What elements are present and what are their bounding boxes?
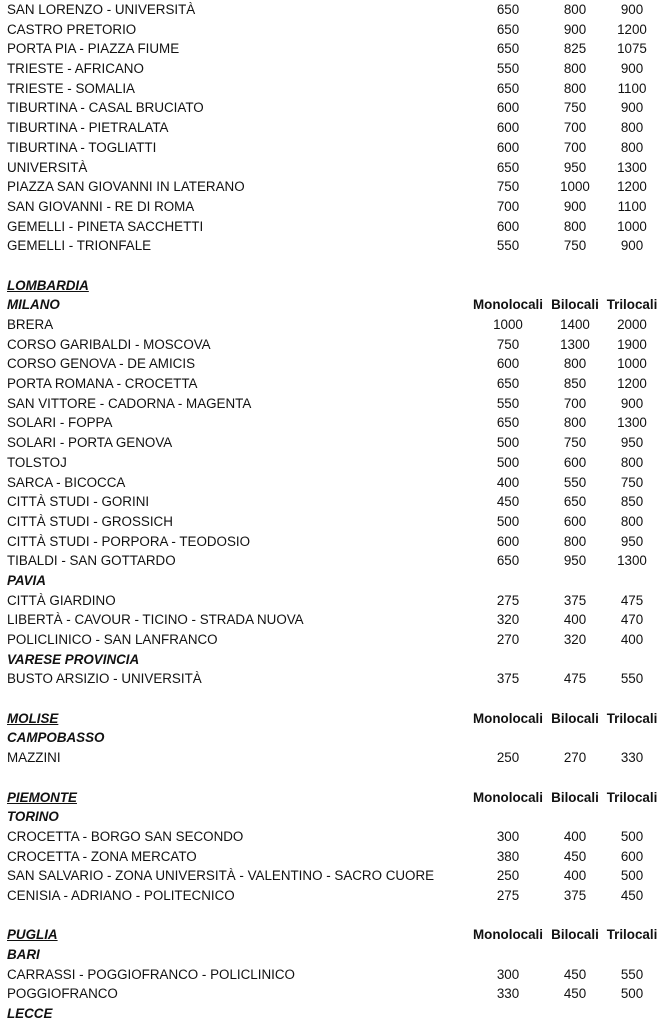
table-row <box>0 866 667 886</box>
price-trilocali: 400 <box>620 632 644 647</box>
zone-name: SAN SALVARIO - ZONA UNIVERSITÀ - VALENTINO - SACRO CUORE <box>7 868 435 884</box>
price-trilocali: 470 <box>620 612 644 628</box>
zone-name: CITTÀ GIARDINO <box>7 592 116 608</box>
zone-name: CITTÀ STUDI - GROSSICH <box>7 513 173 529</box>
zone-name: TIBURTINA - CASAL BRUCIATO <box>7 100 204 116</box>
price-bilocali: 475 <box>563 671 587 687</box>
table-row <box>0 0 667 20</box>
price-trilocali: 850 <box>620 494 644 510</box>
zone-name: TOLSTOJ <box>7 454 67 470</box>
price-trilocali: 2000 <box>617 317 647 332</box>
table-row <box>0 433 667 453</box>
table-row <box>0 886 667 906</box>
table-row <box>0 138 667 158</box>
price-monolocali: 500 <box>496 454 520 470</box>
price-bilocali: 600 <box>563 513 587 529</box>
price-monolocali: 650 <box>496 415 520 431</box>
table-row <box>0 335 667 355</box>
price-monolocali: 650 <box>496 2 520 17</box>
zone-name: PORTA ROMANA - CROCETTA <box>7 376 198 392</box>
price-monolocali: 400 <box>496 474 520 490</box>
zone-name: TIBURTINA - TOGLIATTI <box>7 139 157 155</box>
column-header-monolocali: Monolocali <box>473 710 543 726</box>
price-bilocali: 950 <box>563 159 587 175</box>
price-monolocali: 650 <box>496 376 520 392</box>
price-monolocali: 300 <box>496 828 520 844</box>
zone-name: SOLARI - FOPPA <box>7 415 113 431</box>
zone-name: TIBALDI - SAN GOTTARDO <box>7 553 176 569</box>
price-bilocali: 800 <box>563 61 587 77</box>
city-name: LECCE <box>7 1006 53 1022</box>
table-row <box>0 394 667 414</box>
price-monolocali: 275 <box>496 592 520 608</box>
price-trilocali: 950 <box>620 533 644 549</box>
zone-name: BRERA <box>7 317 54 332</box>
price-monolocali: 450 <box>496 494 520 510</box>
price-trilocali: 500 <box>620 868 644 884</box>
price-monolocali: 500 <box>496 435 520 451</box>
table-row <box>0 20 667 40</box>
region-name: PUGLIA <box>7 927 58 943</box>
price-trilocali: 1300 <box>617 553 647 569</box>
price-monolocali: 600 <box>496 218 520 234</box>
table-row <box>0 492 667 512</box>
price-bilocali: 700 <box>563 139 587 155</box>
column-header-trilocali: Trilocali <box>606 710 658 726</box>
table-row <box>0 39 667 59</box>
price-trilocali: 1000 <box>617 218 647 234</box>
price-bilocali: 1000 <box>560 179 590 195</box>
price-trilocali: 330 <box>620 750 644 766</box>
column-header-monolocali: Monolocali <box>473 297 543 313</box>
column-header-trilocali: Trilocali <box>606 927 658 943</box>
price-bilocali: 800 <box>563 80 587 96</box>
table-row <box>0 79 667 99</box>
section-spacer <box>0 906 667 926</box>
price-monolocali: 1000 <box>493 317 523 332</box>
price-trilocali: 750 <box>620 474 644 490</box>
price-bilocali: 450 <box>563 848 587 864</box>
table-row <box>0 965 667 985</box>
section-spacer <box>0 768 667 788</box>
zone-name: SAN LORENZO - UNIVERSITÀ <box>7 2 196 17</box>
city-heading <box>0 807 667 827</box>
table-row <box>0 158 667 178</box>
price-monolocali: 650 <box>496 159 520 175</box>
table-row <box>0 827 667 847</box>
price-bilocali: 375 <box>563 887 587 903</box>
price-bilocali: 950 <box>563 553 587 569</box>
price-monolocali: 600 <box>496 120 520 136</box>
column-header-trilocali: Trilocali <box>606 789 658 805</box>
region-name: PIEMONTE <box>7 789 77 805</box>
price-bilocali: 750 <box>563 100 587 116</box>
price-bilocali: 800 <box>563 415 587 431</box>
zone-name: CORSO GARIBALDI - MOSCOVA <box>7 336 211 352</box>
price-bilocali: 450 <box>563 986 587 1002</box>
price-monolocali: 270 <box>496 632 520 647</box>
region-heading <box>0 709 667 729</box>
price-trilocali: 1300 <box>617 159 647 175</box>
price-trilocali: 1200 <box>617 376 647 392</box>
price-trilocali: 900 <box>620 395 644 411</box>
price-monolocali: 750 <box>496 336 520 352</box>
column-header-bilocali: Bilocali <box>551 297 599 313</box>
city-heading <box>0 945 667 965</box>
city-name: PAVIA <box>7 572 46 588</box>
zone-name: TRIESTE - AFRICANO <box>7 61 144 77</box>
price-monolocali: 700 <box>496 198 520 214</box>
table-row <box>0 236 667 256</box>
price-monolocali: 320 <box>496 612 520 628</box>
price-monolocali: 250 <box>496 868 520 884</box>
zone-name: CARRASSI - POGGIOFRANCO - POLICLINICO <box>7 966 295 982</box>
price-bilocali: 270 <box>563 750 587 766</box>
region-name: MOLISE <box>7 710 59 726</box>
zone-name: CASTRO PRETORIO <box>7 21 137 37</box>
price-bilocali: 800 <box>563 2 587 17</box>
zone-name: TIBURTINA - PIETRALATA <box>7 120 169 136</box>
zone-name: SOLARI - PORTA GENOVA <box>7 435 173 451</box>
price-bilocali: 900 <box>563 21 587 37</box>
zone-name: GEMELLI - PINETA SACCHETTI <box>7 218 204 234</box>
zone-name: LIBERTÀ - CAVOUR - TICINO - STRADA NUOVA <box>7 612 304 628</box>
table-row <box>0 453 667 473</box>
price-monolocali: 275 <box>496 887 520 903</box>
price-trilocali: 900 <box>620 61 644 77</box>
city-name: VARESE PROVINCIA <box>7 651 140 667</box>
price-trilocali: 900 <box>620 100 644 116</box>
price-monolocali: 750 <box>496 179 520 195</box>
price-bilocali: 850 <box>563 376 587 392</box>
table-row <box>0 118 667 138</box>
price-bilocali: 750 <box>563 238 587 254</box>
city-name: BARI <box>7 947 40 962</box>
region-heading <box>0 276 667 296</box>
column-header-bilocali: Bilocali <box>551 927 599 943</box>
price-bilocali: 400 <box>563 612 587 628</box>
price-monolocali: 650 <box>496 553 520 569</box>
price-monolocali: 600 <box>496 139 520 155</box>
section-spacer <box>0 256 667 276</box>
table-row <box>0 512 667 532</box>
price-trilocali: 950 <box>620 435 644 451</box>
price-monolocali: 375 <box>496 671 520 687</box>
table-row <box>0 177 667 197</box>
table-row <box>0 532 667 552</box>
price-trilocali: 475 <box>620 592 644 608</box>
city-name: TORINO <box>7 809 59 825</box>
zone-name: SAN VITTORE - CADORNA - MAGENTA <box>7 395 252 411</box>
price-trilocali: 550 <box>620 671 644 687</box>
zone-name: CROCETTA - BORGO SAN SECONDO <box>7 828 244 844</box>
zone-name: CORSO GENOVA - DE AMICIS <box>7 356 195 372</box>
table-row <box>0 374 667 394</box>
table-row <box>0 984 667 1004</box>
price-bilocali: 375 <box>563 592 587 608</box>
price-bilocali: 400 <box>563 868 587 884</box>
price-trilocali: 800 <box>620 139 644 155</box>
price-bilocali: 400 <box>563 828 587 844</box>
price-bilocali: 800 <box>563 218 587 234</box>
price-monolocali: 650 <box>496 41 520 57</box>
price-bilocali: 320 <box>563 632 587 647</box>
table-row <box>0 748 667 768</box>
price-trilocali: 800 <box>620 513 644 529</box>
price-trilocali: 450 <box>620 887 644 903</box>
city-heading <box>0 295 667 315</box>
price-monolocali: 550 <box>496 61 520 77</box>
price-monolocali: 500 <box>496 513 520 529</box>
price-monolocali: 380 <box>496 848 520 864</box>
price-monolocali: 550 <box>496 238 520 254</box>
price-bilocali: 750 <box>563 435 587 451</box>
table-row <box>0 315 667 335</box>
zone-name: PIAZZA SAN GIOVANNI IN LATERANO <box>7 179 245 195</box>
zone-name: TRIESTE - SOMALIA <box>7 80 135 96</box>
table-row <box>0 197 667 217</box>
column-header-bilocali: Bilocali <box>551 789 599 805</box>
zone-name: POGGIOFRANCO <box>7 986 118 1002</box>
price-bilocali: 800 <box>563 533 587 549</box>
price-trilocali: 1100 <box>617 80 647 96</box>
price-trilocali: 500 <box>620 828 644 844</box>
table-row <box>0 59 667 79</box>
price-monolocali: 330 <box>496 986 520 1002</box>
table-row <box>0 591 667 611</box>
price-monolocali: 250 <box>496 750 520 766</box>
city-heading <box>0 650 667 670</box>
price-bilocali: 450 <box>563 966 587 982</box>
table-row <box>0 847 667 867</box>
price-trilocali: 800 <box>620 120 644 136</box>
zone-name: SARCA - BICOCCA <box>7 474 126 490</box>
zone-name: CITTÀ STUDI - GORINI <box>7 494 150 510</box>
column-header-bilocali: Bilocali <box>551 710 599 726</box>
price-trilocali: 1000 <box>617 356 647 372</box>
zone-name: SAN GIOVANNI - RE DI ROMA <box>7 198 195 214</box>
zone-name: PORTA PIA - PIAZZA FIUME <box>7 41 180 57</box>
price-bilocali: 825 <box>563 41 587 57</box>
table-row <box>0 610 667 630</box>
region-heading <box>0 925 667 945</box>
price-bilocali: 700 <box>563 120 587 136</box>
column-header-monolocali: Monolocali <box>473 789 543 805</box>
column-header-monolocali: Monolocali <box>473 927 543 943</box>
price-bilocali: 1300 <box>560 336 590 352</box>
city-heading <box>0 1004 667 1024</box>
price-monolocali: 600 <box>496 533 520 549</box>
zone-name: GEMELLI - TRIONFALE <box>7 238 152 254</box>
region-heading <box>0 788 667 808</box>
price-monolocali: 600 <box>496 100 520 116</box>
city-name: MILANO <box>7 297 60 313</box>
table-row <box>0 669 667 689</box>
price-trilocali: 1900 <box>617 336 647 352</box>
column-header-trilocali: Trilocali <box>606 297 658 313</box>
zone-name: MAZZINI <box>7 750 61 766</box>
price-bilocali: 550 <box>563 474 587 490</box>
price-bilocali: 650 <box>563 494 587 510</box>
price-monolocali: 300 <box>496 966 520 982</box>
price-trilocali: 1075 <box>617 41 647 57</box>
table-row <box>0 354 667 374</box>
zone-name: CROCETTA - ZONA MERCATO <box>7 848 197 864</box>
section-spacer <box>0 689 667 709</box>
region-name: LOMBARDIA <box>7 277 89 293</box>
zone-name: POLICLINICO - SAN LANFRANCO <box>7 632 218 647</box>
price-trilocali: 900 <box>620 2 644 17</box>
table-row <box>0 413 667 433</box>
price-monolocali: 550 <box>496 395 520 411</box>
price-monolocali: 600 <box>496 356 520 372</box>
table-row <box>0 98 667 118</box>
price-trilocali: 800 <box>620 454 644 470</box>
price-bilocali: 600 <box>563 454 587 470</box>
zone-name: CENISIA - ADRIANO - POLITECNICO <box>7 887 235 903</box>
price-trilocali: 1200 <box>617 21 647 37</box>
price-trilocali: 1200 <box>617 179 647 195</box>
price-trilocali: 500 <box>620 986 644 1002</box>
price-bilocali: 900 <box>563 198 587 214</box>
table-row <box>0 473 667 493</box>
zone-name: CITTÀ STUDI - PORPORA - TEODOSIO <box>7 533 251 549</box>
price-bilocali: 800 <box>563 356 587 372</box>
zone-name: BUSTO ARSIZIO - UNIVERSITÀ <box>7 671 202 687</box>
price-monolocali: 650 <box>496 21 520 37</box>
price-trilocali: 550 <box>620 966 644 982</box>
city-name: CAMPOBASSO <box>7 730 105 746</box>
city-heading <box>0 571 667 591</box>
price-trilocali: 900 <box>620 238 644 254</box>
table-row <box>0 551 667 571</box>
table-row <box>0 217 667 237</box>
price-bilocali: 700 <box>563 395 587 411</box>
zone-name: UNIVERSITÀ <box>7 159 88 175</box>
price-trilocali: 1100 <box>617 198 647 214</box>
table-row <box>0 630 667 650</box>
price-trilocali: 600 <box>620 848 644 864</box>
price-trilocali: 1300 <box>617 415 647 431</box>
city-heading <box>0 728 667 748</box>
price-monolocali: 650 <box>496 80 520 96</box>
price-bilocali: 1400 <box>560 317 590 332</box>
